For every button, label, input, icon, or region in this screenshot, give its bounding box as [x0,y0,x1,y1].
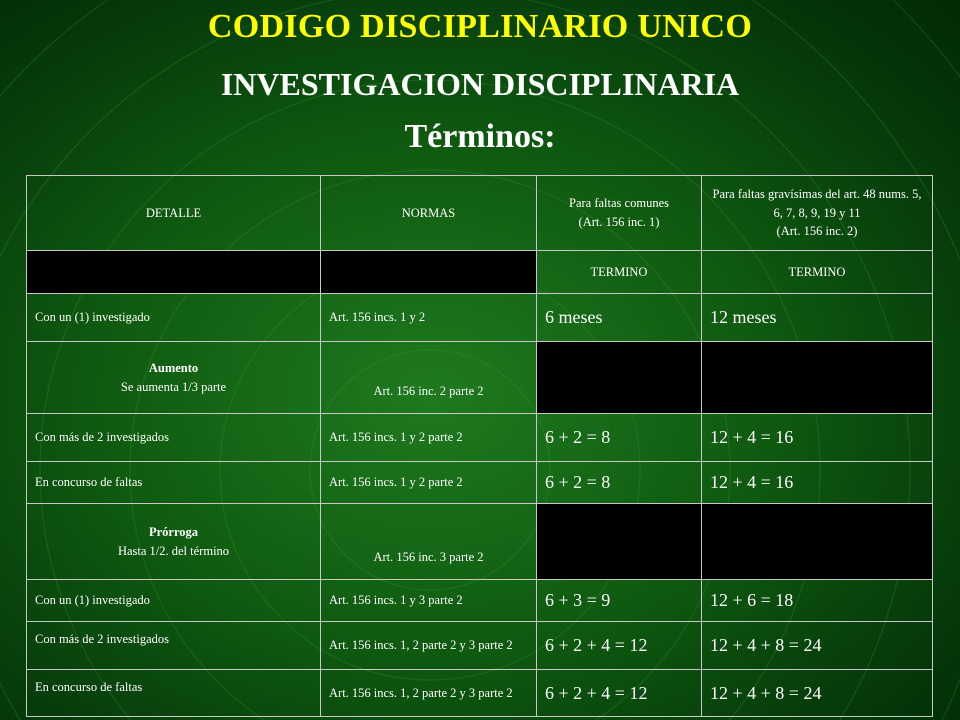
row-normas: Art. 156 incs. 1, 2 parte 2 y 3 parte 2 [321,670,537,717]
row-detalle: En concurso de faltas [27,670,321,717]
row-termino-gravisimas: 12 + 4 = 16 [702,414,933,462]
row-normas: Art. 156 inc. 3 parte 2 [321,504,537,580]
row-detalle-title: Prórroga [148,524,199,539]
row-termino-comunes: 6 + 2 + 4 = 12 [537,622,702,670]
section-heading: Términos: [404,118,556,155]
row-termino-comunes: 6 + 3 = 9 [537,580,702,622]
table-row [27,504,933,580]
page-title: CODIGO DISCIPLINARIO UNICO [207,8,753,45]
header-gravisimas-line2: (Art. 156 inc. 2) [776,224,858,239]
termino-label: TERMINO [702,251,933,294]
termino-label: TERMINO [537,251,702,294]
empty-cell [321,251,537,294]
empty-cell [702,342,933,414]
row-detalle: Con más de 2 investigados [27,622,321,670]
empty-cell [537,504,702,580]
table-row [27,670,933,717]
row-termino-comunes: 6 + 2 = 8 [537,414,702,462]
row-normas: Art. 156 incs. 1 y 2 parte 2 [321,414,537,462]
row-detalle [27,342,321,414]
header-normas: NORMAS [321,176,537,251]
row-termino-comunes: 6 + 2 = 8 [537,462,702,504]
terms-table [26,175,933,717]
empty-cell [27,251,321,294]
empty-cell [537,342,702,414]
table-row [27,580,933,622]
row-detalle [27,504,321,580]
row-detalle-title: Aumento [148,360,199,375]
row-termino-gravisimas: 12 + 4 + 8 = 24 [702,670,933,717]
row-termino-gravisimas: 12 + 4 = 16 [702,462,933,504]
row-termino-gravisimas: 12 + 6 = 18 [702,580,933,622]
table-row [27,294,933,342]
row-normas: Art. 156 incs. 1 y 2 parte 2 [321,462,537,504]
page-subtitle: INVESTIGACION DISCIPLINARIA [220,66,740,102]
row-normas: Art. 156 incs. 1 y 2 [321,294,537,342]
row-detalle-sub: Se aumenta 1/3 parte [120,379,227,394]
row-termino-gravisimas: 12 + 4 + 8 = 24 [702,622,933,670]
row-detalle: Con más de 2 investigados [27,414,321,462]
header-gravisimas-line1: Para faltas gravísimas del art. 48 nums. 5, 6, 7, 8, 9, 19 y 11 [712,186,922,220]
header-comunes-line1: Para faltas comunes [569,196,669,211]
row-normas: Art. 156 incs. 1 y 3 parte 2 [321,580,537,622]
header-faltas-comunes [537,176,702,251]
header-detalle: DETALLE [27,176,321,251]
row-termino-comunes: 6 + 2 + 4 = 12 [537,670,702,717]
empty-cell [702,504,933,580]
row-termino-gravisimas: 12 meses [702,294,933,342]
row-detalle: En concurso de faltas [27,462,321,504]
termino-row [27,251,933,294]
table-row [27,622,933,670]
row-detalle: Con un (1) investigado [27,294,321,342]
table-header-row [27,176,933,251]
header-faltas-gravisimas [702,176,933,251]
row-normas: Art. 156 incs. 1, 2 parte 2 y 3 parte 2 [321,622,537,670]
row-termino-comunes: 6 meses [537,294,702,342]
table-row [27,342,933,414]
table-row [27,462,933,504]
table-row [27,414,933,462]
row-detalle-sub: Hasta 1/2. del término [117,543,230,558]
row-normas: Art. 156 inc. 2 parte 2 [321,342,537,414]
header-comunes-line2: (Art. 156 inc. 1) [578,215,660,229]
row-detalle: Con un (1) investigado [27,580,321,622]
